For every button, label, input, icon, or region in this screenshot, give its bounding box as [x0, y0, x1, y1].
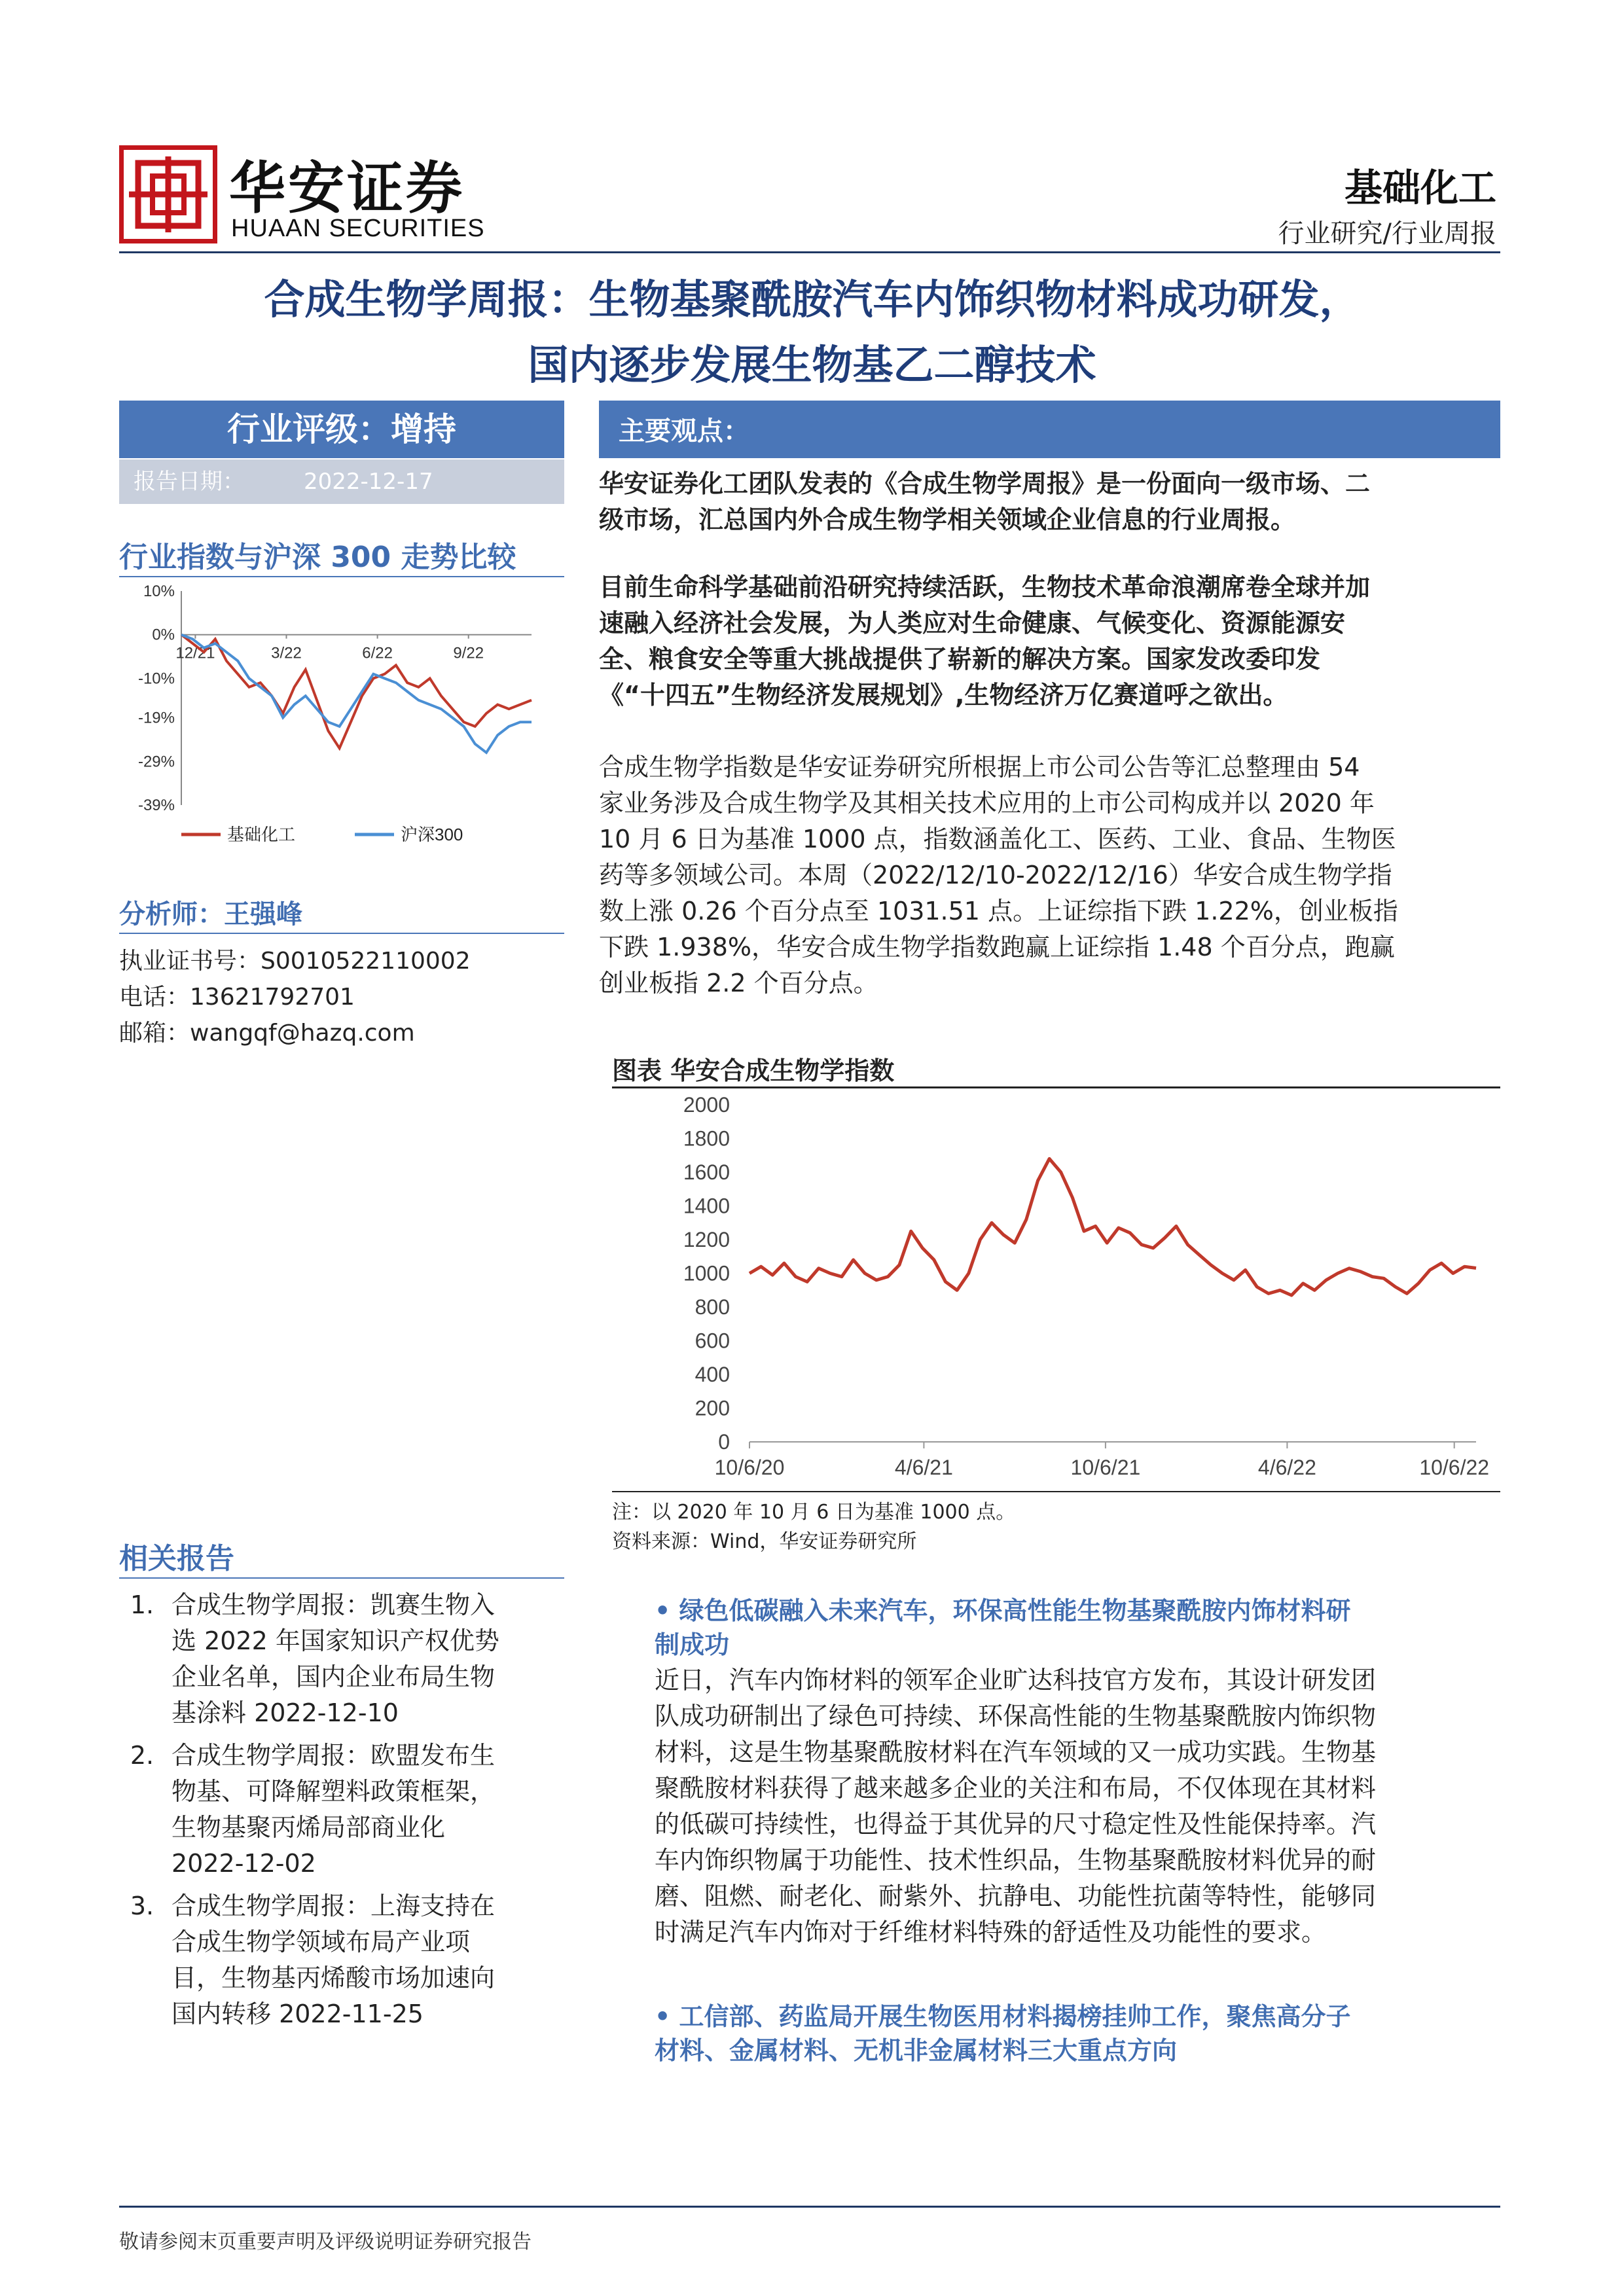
x-tick-label: 10/6/20	[714, 1456, 785, 1479]
y-tick-label: 1400	[683, 1194, 730, 1218]
figure-note: 注：以 2020 年 10 月 6 日为基准 1000 点。	[612, 1501, 1016, 1524]
header-divider	[119, 251, 1500, 253]
main-paragraph-2: 目前生命科学基础前沿研究持续活跃，生物技术革命浪潮席卷全球并加 速融入经济社会发展，为人类应对生命健康、气候变化、资源能源安 全、粮食安全等重大挑战提供了崭新的解决方案。国家发改委印发 《“十四五”生物经济发展规划》,生物经济万亿赛道呼之欲出。	[599, 573, 1371, 709]
legend-label: 基础化工	[227, 825, 296, 844]
x-tick-label: 3/22	[271, 644, 302, 662]
logo-seal-icon	[124, 150, 213, 239]
report-type-label: 行业研究/行业周报	[1278, 219, 1496, 249]
y-tick-label: 800	[695, 1295, 730, 1319]
y-tick-label: 600	[695, 1329, 730, 1353]
x-tick-label: 9/22	[453, 644, 484, 662]
figure-source: 资料来源：Wind，华安证券研究所	[612, 1530, 917, 1553]
compare-chart-title: 行业指数与沪深 300 走势比较	[119, 541, 516, 574]
y-tick-label: -29%	[137, 753, 175, 771]
y-tick-label: 1200	[683, 1228, 730, 1251]
related-report-item[interactable]: 3. 合成生物学周报：上海支持在 合成生物学领域布局产业项 目，生物基丙烯酸市场加速向 国内转移 2022-11-25	[130, 1892, 496, 2028]
x-tick-label: 10/6/21	[1070, 1456, 1141, 1479]
y-tick-label: -19%	[137, 709, 175, 727]
analyst-phone: 电话：13621792701	[119, 984, 355, 1011]
y-tick-label: 400	[695, 1363, 730, 1386]
analyst-email: 邮箱：wangqf@hazq.com	[119, 1020, 415, 1047]
y-tick-label: 2000	[683, 1093, 730, 1117]
y-tick-label: 10%	[143, 583, 175, 600]
report-title-line1: 合成生物学周报：生物基聚酰胺汽车内饰织物材料成功研发，	[264, 276, 1360, 323]
logo-text-en: HUAAN SECURITIES	[231, 215, 485, 242]
bullet-1-body: 近日，汽车内饰材料的领军企业旷达科技官方发布，其设计研发团 队成功研制出了绿色可持续、环保高性能的生物基聚酰胺内饰织物 材料，这是生物基聚酰胺材料在汽车领域的又一成功实践。生物基 聚酰胺材料获得了越来越多企业的关注和布局，不仅体现在其材料 的低碳可持续性，也得益于其优异的尺寸稳定性及性能保持率。汽 车内饰织物属于功能性、技术性织品，生物基聚酰胺材料优异的耐 磨、阻燃、耐老化、耐紫外、抗静电、功能性抗菌等特性，能够同 时满足汽车内饰对于纤维材料特殊的舒适性及功能性的要求。	[655, 1666, 1377, 1946]
y-tick-label: 1000	[683, 1261, 730, 1285]
bullet-2-heading: • 工信部、药监局开展生物医用材料揭榜挂帅工作，聚焦高分子 材料、金属材料、无机非金属材料三大重点方向	[655, 2002, 1351, 2065]
main-points-header: 主要观点：	[599, 401, 1500, 458]
report-date	[119, 459, 564, 504]
y-tick-label: 200	[695, 1396, 730, 1420]
industry-rating: 行业评级：增持	[119, 401, 564, 458]
figure-title: 图表 华安合成生物学指数	[612, 1056, 895, 1085]
index-series-line	[749, 1158, 1476, 1295]
compare-title-rule	[119, 576, 564, 577]
related-report-item[interactable]: 2. 合成生物学周报：欧盟发布生 物基、可降解塑料政策框架， 生物基聚丙烯局部商业化 2022-12-02	[130, 1741, 496, 1878]
analyst-title: 分析师：王强峰	[119, 899, 302, 929]
related-reports-list	[119, 1587, 564, 2039]
x-tick-label: 4/6/21	[894, 1456, 953, 1479]
footer-divider	[119, 2206, 1500, 2208]
x-tick-label: 6/22	[362, 644, 393, 662]
index-chart	[612, 1092, 1500, 1491]
logo-text-cn: 华安证券	[229, 155, 465, 221]
figure-bottom-rule	[612, 1491, 1500, 1492]
y-tick-label: 1600	[683, 1160, 730, 1184]
analyst-cert: 执业证书号：S0010522110002	[119, 948, 471, 975]
footer-disclaimer: 敬请参阅末页重要声明及评级说明证券研究报告	[119, 2231, 532, 2253]
report-date-value: 2022-12-17	[304, 469, 433, 495]
related-report-item[interactable]: 1. 合成生物学周报：凯赛生物入 选 2022 年国家知识产权优势 企业名单，国内企业布局生物 基涂料 2022-12-10	[130, 1590, 499, 1727]
y-tick-label: 0%	[152, 626, 175, 644]
compare-chart	[119, 579, 564, 861]
logo-seal	[119, 145, 217, 243]
y-tick-label: -39%	[137, 797, 175, 814]
report-date-label: 报告日期：	[134, 469, 245, 495]
legend-label: 沪深300	[401, 825, 463, 844]
related-reports-title: 相关报告	[119, 1542, 234, 1575]
sector-label: 基础化工	[1344, 166, 1496, 210]
main-paragraph-1: 华安证券化工团队发表的《合成生物学周报》是一份面向一级市场、二 级市场，汇总国内外合成生物学相关领域企业信息的行业周报。	[599, 469, 1371, 534]
report-title-line2: 国内逐步发展生物基乙二醇技术	[528, 341, 1096, 389]
y-tick-label: -10%	[137, 670, 175, 688]
x-tick-label: 10/6/22	[1419, 1456, 1490, 1479]
bullet-1-heading: • 绿色低碳融入未来汽车，环保高性能生物基聚酰胺内饰材料研 制成功	[655, 1596, 1351, 1659]
related-rule	[119, 1577, 564, 1579]
x-tick-label: 4/6/22	[1257, 1456, 1316, 1479]
main-paragraph-3: 合成生物学指数是华安证券研究所根据上市公司公告等汇总整理由 54 家业务涉及合成生物学及其相关技术应用的上市公司构成并以 2020 年 10 月 6 日为基准 1000 点，指数涵盖化工、医药、工业、食品、生物医 药等多领域公司。本周（2022/12/10-2022/12/16）华安合成生物学指 数上涨 0.26 个百分点至 1031.51 点。上证综指下跌 1.22%，创业板指 下跌 1.938%，华安合成生物学指数跑赢上证综指 1.48 个百分点，跑赢 创业板指 2.2 个百分点。	[599, 753, 1398, 997]
x-tick-label: 12/21	[175, 644, 215, 662]
y-tick-label: 0	[718, 1430, 730, 1454]
y-tick-label: 1800	[683, 1126, 730, 1151]
analyst-rule	[119, 933, 564, 934]
figure-title-rule	[612, 1086, 1500, 1088]
